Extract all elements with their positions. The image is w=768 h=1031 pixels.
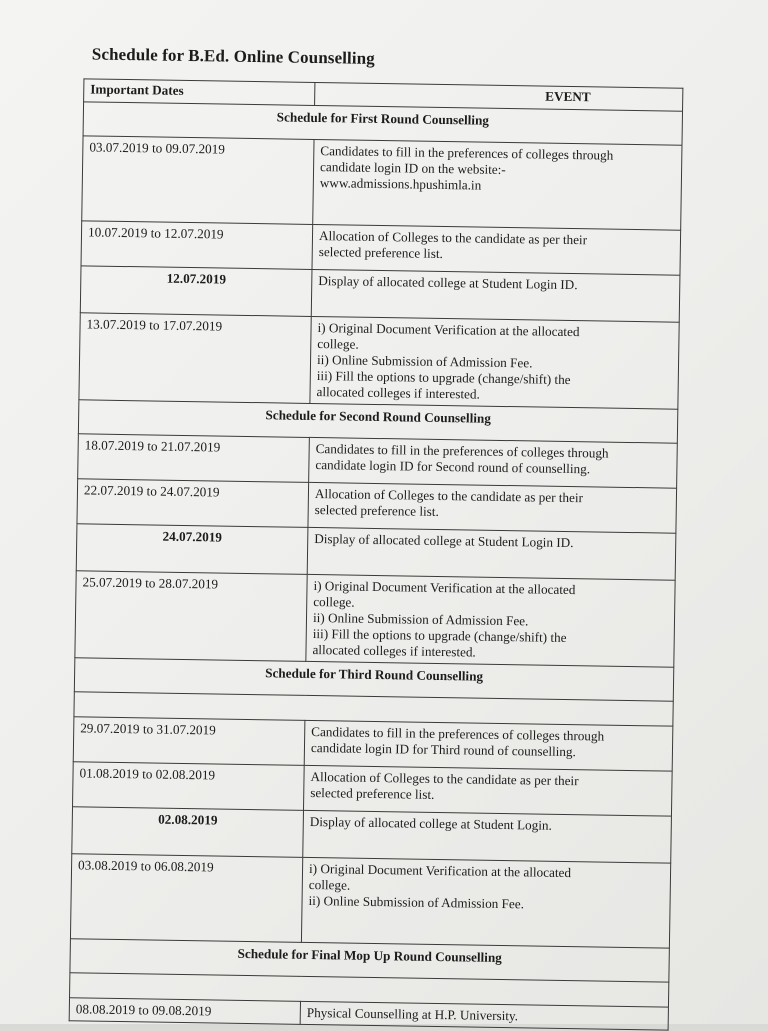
- row-event: Physical Counselling at H.P. University.: [300, 1001, 668, 1030]
- schedule-table: [69, 78, 684, 1030]
- row-event: Candidates to fill in the preferences of colleges through candidate login ID on the website:- www.admissions.hpushimla.in: [313, 139, 682, 230]
- table-row: [82, 136, 682, 230]
- section-title: Schedule for Final Mop Up Round Counselling: [70, 939, 669, 982]
- row-event: i) Original Document Verification at the allocated college. ii) Online Submission of Admission Fee. iii) Fill the options to upgrade (change/shift) the allocated colleges if interested.: [310, 316, 679, 409]
- row-event: Display of allocated college at Student Login.: [303, 810, 672, 863]
- section-title: Schedule for Third Round Counselling: [74, 658, 673, 701]
- row-event: Allocation of Colleges to the candidate as per their selected preference list.: [308, 482, 677, 533]
- row-event: Candidates to fill in the preferences of colleges through candidate login ID for Third round of counselling.: [304, 720, 673, 771]
- row-date: 13.07.2019 to 17.07.2019: [79, 313, 311, 404]
- row-event: Allocation of Colleges to the candidate as per their selected preference list.: [312, 224, 681, 275]
- row-date: 29.07.2019 to 31.07.2019: [73, 717, 305, 766]
- row-event: Allocation of Colleges to the candidate as per their selected preference list.: [303, 765, 672, 816]
- row-date: 01.08.2019 to 02.08.2019: [73, 762, 305, 811]
- row-date: 12.07.2019: [80, 266, 312, 317]
- row-event: Candidates to fill in the preferences of colleges through candidate login ID for Second round of counselling.: [309, 437, 678, 488]
- header-event: EVENT: [315, 82, 683, 111]
- table-row: [70, 854, 670, 948]
- document-title: Schedule for B.Ed. Online Counselling: [91, 44, 375, 68]
- row-date: 22.07.2019 to 24.07.2019: [77, 479, 309, 528]
- row-event: i) Original Document Verification at the allocated college. ii) Online Submission of Admission Fee.: [301, 857, 670, 948]
- row-event: Display of allocated college at Student Login ID.: [307, 527, 676, 580]
- row-event: Display of allocated college at Student Login ID.: [311, 269, 680, 322]
- row-date: 24.07.2019: [76, 524, 308, 575]
- row-date: 03.08.2019 to 06.08.2019: [70, 854, 302, 943]
- row-date: 10.07.2019 to 12.07.2019: [81, 221, 313, 270]
- row-event: i) Original Document Verification at the allocated college. ii) Online Submission of Admission Fee. iii) Fill the options to upgrade (change/shift) the allocated colleges if interested.: [306, 574, 675, 667]
- row-date: 03.07.2019 to 09.07.2019: [82, 136, 314, 225]
- section-title: Schedule for First Round Counselling: [83, 102, 682, 145]
- schedule-document: [47, 44, 692, 1031]
- header-important-dates: Important Dates: [84, 79, 315, 106]
- row-date: 25.07.2019 to 28.07.2019: [75, 571, 307, 662]
- row-date: 02.08.2019: [72, 807, 304, 858]
- table-row: [75, 571, 675, 667]
- row-date: 18.07.2019 to 21.07.2019: [78, 434, 310, 483]
- row-date: 08.08.2019 to 09.08.2019: [69, 998, 300, 1025]
- table-row: [79, 313, 679, 409]
- section-title: Schedule for Second Round Counselling: [78, 400, 677, 443]
